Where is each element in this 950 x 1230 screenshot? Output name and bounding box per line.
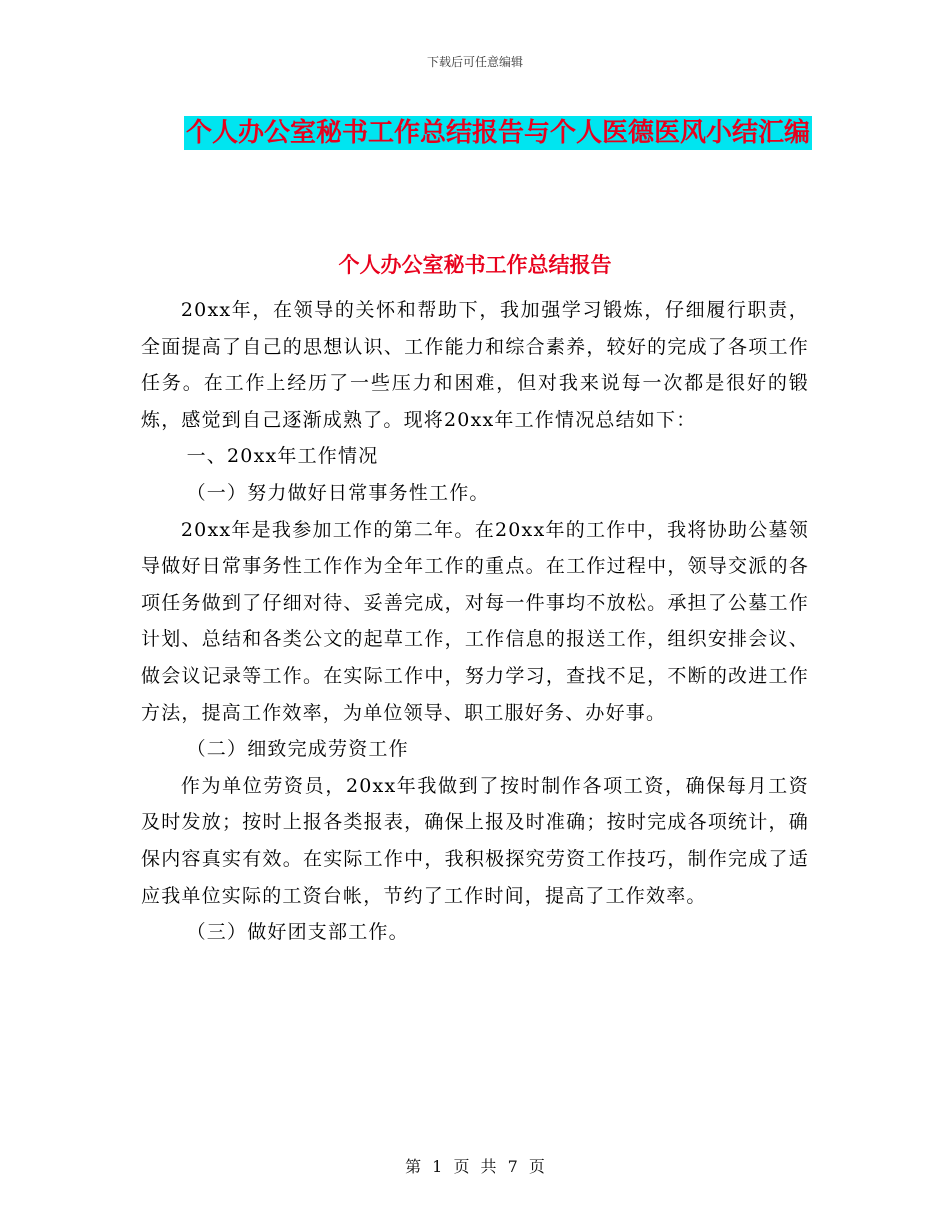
main-title-text: 个人办公室秘书工作总结报告与个人医德医风小结汇编 [185,118,810,148]
paragraph-daily-affairs: 20xx年是我参加工作的第二年。在20xx年的工作中，我将协助公墓领导做好日常事务性工作作为全年工作的重点。在工作过程中，领导交派的各项任务做到了仔细对待、妥善完成，对每一件事均不放松。承担了公墓工作计划、总结和各类公文的起草工作，工作信息的报送工作，组织安排会议、做会议记录等工作。在实际工作中，努力学习，查找不足，不断的改进工作方法，提高工作效率，为单位领导、职工服好务、办好事。 [141,518,809,724]
page-footer: 第 1 页 共 7 页 [405,1157,545,1176]
paragraph-labor-wages: 作为单位劳资员，20xx年我做到了按时制作各项工资，确保每月工资及时发放；按时上报各类报表，确保上报及时准确；按时完成各项统计，确保内容真实有效。在实际工作中，我积极探究劳资工作技巧，制作完成了适应我单位实际的工资台帐，节约了工作时间，提高了工作效率。 [141,774,809,907]
subheading-daily-affairs: （一）努力做好日常事务性工作。 [186,481,490,504]
heading-work-situation: 一、20xx年工作情况 [186,445,379,468]
section-title: 个人办公室秘书工作总结报告 [338,253,612,277]
subheading-labor-wages: （二）细致完成劳资工作 [186,738,409,761]
header-note: 下载后可任意编辑 [426,55,523,69]
body-text [141,292,809,951]
paragraph-intro: 20xx年，在领导的关怀和帮助下，我加强学习锻炼，仔细履行职责，全面提高了自己的思想认识、工作能力和综合素养，较好的完成了各项工作任务。在工作上经历了一些压力和困难，但对我来说每一次都是很好的锻炼，感觉到自己逐渐成熟了。现将20xx年工作情况总结如下： [141,299,809,431]
subheading-league-branch: （三）做好团支部工作。 [186,921,409,944]
main-title [180,110,816,156]
